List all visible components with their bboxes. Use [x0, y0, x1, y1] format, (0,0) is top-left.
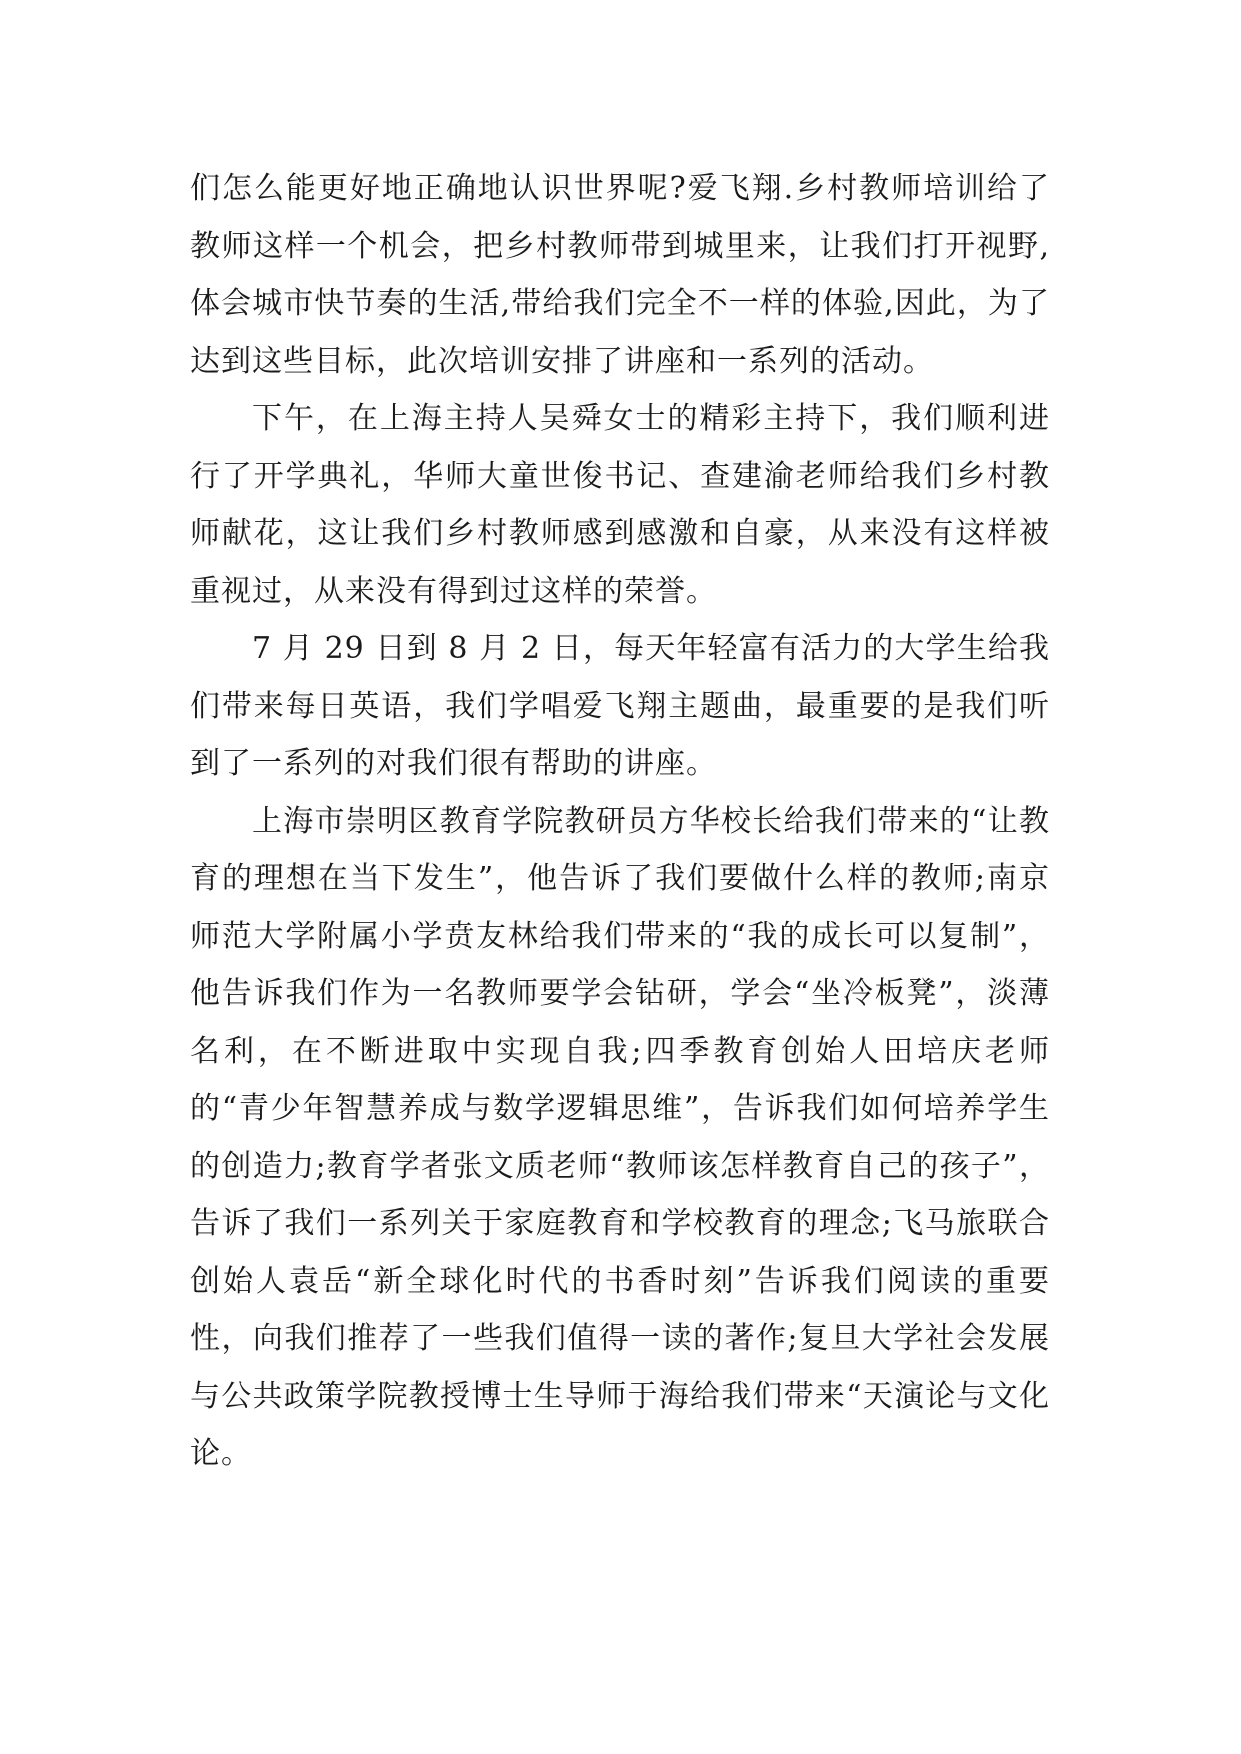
paragraph-4: 上海市崇明区教育学院教研员方华校长给我们带来的“让教育的理想在当下发生”，他告诉了我们要做什么样的教师;南京师范大学附属小学贲友林给我们带来的“我的成长可以复制”，他告诉我们作为一名教师要学会钻研，学会“坐冷板凳”，淡薄名利，在不断进取中实现自我;四季教育创始人田培庆老师的“青少年智慧养成与数学逻辑思维”，告诉我们如何培养学生的创造力;教育学者张文质老师“教师该怎样教育自己的孩子”，告诉了我们一系列关于家庭教育和学校教育的理念;飞马旅联合创始人袁岳“新全球化时代的书香时刻”告诉我们阅读的重要性，向我们推荐了一些我们值得一读的著作;复旦大学社会发展与公共政策学院教授博士生导师于海给我们带来“天演论与文化论。 — [190, 803, 1050, 1471]
paragraph-2: 下午，在上海主持人吴舜女士的精彩主持下，我们顺利进行了开学典礼，华师大童世俊书记、查建渝老师给我们乡村教师献花，这让我们乡村教师感到感激和自豪，从来没有这样被重视过，从来没有得到过这样的荣誉。 — [190, 401, 1050, 609]
document-body — [190, 160, 1050, 1483]
paragraph-1: 们怎么能更好地正确地认识世界呢?爱飞翔.乡村教师培训给了教师这样一个机会，把乡村教师带到城里来，让我们打开视野,体会城市快节奏的生活,带给我们完全不一样的体验,因此，为了达到这些目标，此次培训安排了讲座和一系列的活动。 — [190, 171, 1050, 379]
paragraph-3: 7 月 29 日到 8 月 2 日，每天年轻富有活力的大学生给我们带来每日英语，我们学唱爱飞翔主题曲，最重要的是我们听到了一系列的对我们很有帮助的讲座。 — [190, 631, 1050, 781]
